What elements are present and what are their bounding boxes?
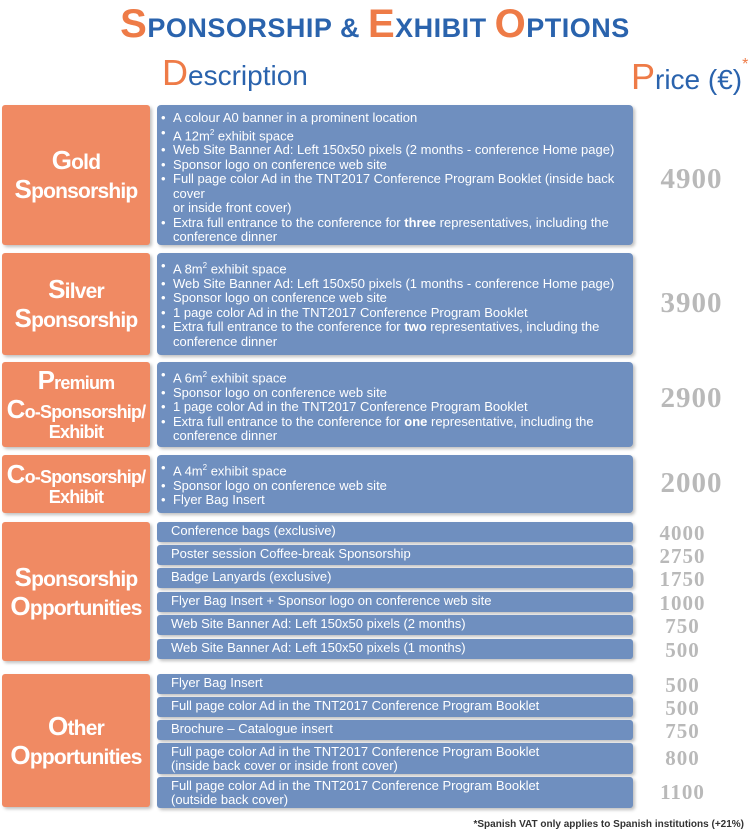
title-cap: O xyxy=(494,2,527,46)
superscript: 2 xyxy=(202,370,208,379)
superscript: 2 xyxy=(202,261,208,270)
package-feature-list xyxy=(157,259,633,349)
price-value: 500 xyxy=(665,673,700,697)
vat-asterisk: * xyxy=(742,56,749,73)
row-label: Full page color Ad in the TNT2017 Conference Program Booklet xyxy=(171,744,540,759)
header-text: escription xyxy=(188,60,308,91)
category-rest: o-Sponsorship/ xyxy=(24,401,146,422)
category-cap: S xyxy=(48,274,65,305)
description-header xyxy=(162,52,308,94)
package-feature: • A $8m^2$ exhibit space xyxy=(173,259,627,277)
category-rest: old xyxy=(71,151,101,175)
continuation: conference dinner xyxy=(173,428,278,444)
emphasis: one xyxy=(404,413,428,429)
emphasis: three xyxy=(404,214,437,230)
package-feature: • 1 page color Ad in the TNT2017 Conference Program Booklet xyxy=(173,306,627,321)
opportunity-row xyxy=(157,720,633,740)
opportunity-row xyxy=(157,697,633,717)
package-feature-list xyxy=(157,111,633,245)
continuation: conference dinner xyxy=(173,333,278,349)
page-title xyxy=(0,2,750,47)
price-value: 500 xyxy=(665,638,700,662)
price-value: 2900 xyxy=(660,382,723,414)
package-feature-list xyxy=(157,368,633,444)
category-rest: pportunities xyxy=(29,596,142,620)
category-rest: pportunities xyxy=(29,745,142,769)
price-value: 750 xyxy=(665,719,700,743)
package-feature: • A $6m^2$ exhibit space xyxy=(173,368,627,386)
opportunity-row xyxy=(157,777,633,808)
price-value: 500 xyxy=(665,696,700,720)
category-label-line xyxy=(7,395,146,424)
price-value: 4900 xyxy=(660,163,723,195)
category-cap: O xyxy=(48,710,68,741)
superscript: 2 xyxy=(209,127,215,137)
row-label-2: (inside back cover or inside front cover) xyxy=(171,758,398,773)
category-label-line xyxy=(7,488,146,508)
category-label-line xyxy=(15,304,138,333)
title-cap: E xyxy=(367,2,396,46)
title-word: XHIBIT xyxy=(395,13,487,43)
package-feature: • Full page color Ad in the TNT2017 Conference Program Booklet (inside back cover or inside front cover) xyxy=(173,172,627,216)
package-feature: • Flyer Bag Insert xyxy=(173,493,627,508)
price-value: 2750 xyxy=(659,544,706,568)
package-feature: • Sponsor logo on conference web site xyxy=(173,291,627,306)
category-rest: ther xyxy=(67,716,104,740)
title-word: PTIONS xyxy=(526,13,630,43)
category-label xyxy=(15,275,138,332)
category-cap: P xyxy=(37,365,55,395)
category-rest: Exhibit xyxy=(48,422,104,443)
price-value: 800 xyxy=(665,746,700,770)
package-feature: • Sponsor logo on conference web site xyxy=(173,386,627,401)
row-label: Flyer Bag Insert xyxy=(171,675,263,690)
price-value: 4000 xyxy=(659,521,706,545)
category-cap: C xyxy=(6,458,25,489)
category-tag xyxy=(2,674,150,807)
opportunity-row: Conference bags (exclusive) xyxy=(157,522,633,542)
category-cap: G xyxy=(51,145,72,176)
category-label xyxy=(10,712,141,769)
header-cap: P xyxy=(631,56,656,97)
category-cap: S xyxy=(14,303,32,333)
category-label-line xyxy=(15,275,138,304)
package-feature: • 1 page color Ad in the TNT2017 Conference Program Booklet xyxy=(173,400,627,415)
title-amp: & xyxy=(339,13,360,43)
package-name-tag xyxy=(2,455,150,513)
package-description-box xyxy=(157,105,633,245)
opportunity-row: Flyer Bag Insert + Sponsor logo on conference web site xyxy=(157,592,633,612)
package-feature: • Sponsor logo on conference web site xyxy=(173,158,627,173)
category-cap: S xyxy=(14,561,32,592)
opportunity-row: Web Site Banner Ad: Left 150x50 pixels (2 months) xyxy=(157,615,633,635)
package-feature: • Web Site Banner Ad: Left 150x50 pixels (2 months - conference Home page) xyxy=(173,143,627,158)
superscript: 2 xyxy=(202,463,208,472)
category-label-line xyxy=(10,712,141,741)
opportunity-row: Badge Lanyards (exclusive) xyxy=(157,568,633,588)
price-value: 750 xyxy=(665,614,700,638)
vat-footnote: *Spanish VAT only applies to Spanish institutions (+21%) xyxy=(473,819,744,830)
package-description-box xyxy=(157,455,633,513)
package-feature: • Web Site Banner Ad: Left 150x50 pixels (1 months - conference Home page) xyxy=(173,277,627,292)
category-label xyxy=(15,146,138,203)
category-label xyxy=(10,563,141,620)
header-cap: D xyxy=(162,52,188,93)
category-cap: O xyxy=(10,590,30,621)
opportunity-row xyxy=(157,674,633,694)
category-label xyxy=(7,366,146,443)
category-label-line xyxy=(7,460,146,489)
package-name-tag xyxy=(2,105,150,245)
price-value: 1750 xyxy=(659,567,706,591)
opportunity-row xyxy=(157,743,633,774)
continuation: conference dinner xyxy=(173,229,278,245)
row-label: Full page color Ad in the TNT2017 Conference Program Booklet xyxy=(171,778,540,793)
category-label-line xyxy=(15,146,138,175)
category-rest: o-Sponsorship/ xyxy=(24,466,146,487)
package-feature: • A $12m^2$ exhibit space xyxy=(173,126,627,144)
package-feature: • A $4m^2$ exhibit space xyxy=(173,461,627,479)
package-feature: • Extra full entrance to the conference for one representative, including the conference dinner xyxy=(173,415,627,444)
package-feature: • Extra full entrance to the conference for two representatives, including the conference dinner xyxy=(173,320,627,349)
package-feature: • Extra full entrance to the conference for three representatives, including the conference dinner xyxy=(173,216,627,245)
category-label xyxy=(7,460,146,508)
title-word: PONSORSHIP xyxy=(147,13,332,43)
category-label-line xyxy=(15,175,138,204)
row-label-2: (outside back cover) xyxy=(171,792,289,807)
category-cap: C xyxy=(6,393,25,424)
price-value: 1000 xyxy=(659,591,706,615)
category-rest: ponsorship xyxy=(31,309,138,332)
package-name-tag xyxy=(2,362,150,447)
row-label: Brochure – Catalogue insert xyxy=(171,721,333,736)
package-feature: • A colour A0 banner in a prominent location xyxy=(173,111,627,126)
category-tag xyxy=(2,522,150,661)
package-description-box xyxy=(157,253,633,355)
row-label: Full page color Ad in the TNT2017 Conference Program Booklet xyxy=(171,698,540,713)
category-rest: ilver xyxy=(64,280,104,304)
category-rest: Exhibit xyxy=(48,487,104,508)
package-name-tag xyxy=(2,253,150,355)
price-header xyxy=(631,56,748,98)
continuation: or inside front cover) xyxy=(173,200,292,216)
package-description-box xyxy=(157,362,633,447)
opportunity-row: Web Site Banner Ad: Left 150x50 pixels (1 months) xyxy=(157,639,633,659)
price-value: 3900 xyxy=(660,287,723,319)
package-feature-list xyxy=(157,461,633,508)
category-label-line xyxy=(7,423,146,443)
title-cap: S xyxy=(120,2,148,46)
category-rest: ponsorship xyxy=(31,567,138,591)
package-feature: • Sponsor logo on conference web site xyxy=(173,479,627,494)
category-cap: S xyxy=(14,174,32,204)
category-label-line xyxy=(10,741,141,770)
category-cap: O xyxy=(10,739,30,770)
category-rest: ponsorship xyxy=(31,180,138,203)
price-value: 1100 xyxy=(660,780,705,804)
emphasis: two xyxy=(404,319,427,335)
category-label-line xyxy=(10,592,141,621)
price-value: 2000 xyxy=(660,467,723,499)
opportunity-row: Poster session Coffee-break Sponsorship xyxy=(157,545,633,565)
category-label-line xyxy=(10,563,141,592)
header-text: rice (€) xyxy=(655,64,743,95)
category-label-line xyxy=(7,366,146,395)
category-rest: remium xyxy=(54,373,115,393)
